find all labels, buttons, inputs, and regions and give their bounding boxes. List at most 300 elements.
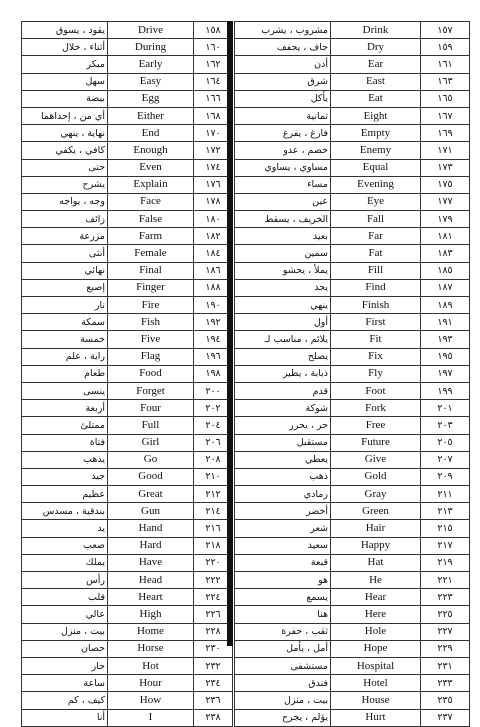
entry-number: ٢٣٤	[194, 675, 233, 692]
arabic-meaning: سهل	[22, 73, 108, 90]
english-word: Forget	[108, 382, 194, 399]
english-word: How	[108, 692, 194, 709]
english-word: Future	[331, 434, 421, 451]
arabic-meaning: أنثى	[22, 245, 108, 262]
entry-number: ١٥٨	[194, 22, 233, 39]
arabic-meaning: ينهي	[235, 297, 331, 314]
english-word: Finish	[331, 297, 421, 314]
english-word: Gray	[331, 486, 421, 503]
vocabulary-row	[22, 262, 233, 279]
vocabulary-row	[22, 314, 233, 331]
entry-number: ١٨٥	[421, 262, 470, 279]
entry-number: ١٦٠	[194, 39, 233, 56]
arabic-meaning: رأس	[22, 572, 108, 589]
entry-number: ١٩١	[421, 314, 470, 331]
entry-number: ٢٠٧	[421, 451, 470, 468]
arabic-meaning: يلائم ، مناسب لـ	[235, 331, 331, 348]
vocabulary-row	[235, 417, 470, 434]
entry-number: ٢٠٣	[421, 417, 470, 434]
entry-number: ١٩٦	[194, 348, 233, 365]
english-word: Gold	[331, 468, 421, 485]
arabic-meaning: يقود ، يسوق	[22, 22, 108, 39]
vocabulary-row	[235, 640, 470, 657]
vocabulary-row	[235, 468, 470, 485]
english-word: Hotel	[331, 675, 421, 692]
arabic-meaning: عالي	[22, 606, 108, 623]
english-word: Good	[108, 468, 194, 485]
english-word: Hole	[331, 623, 421, 640]
english-word: Girl	[108, 434, 194, 451]
arabic-meaning: إصبع	[22, 279, 108, 296]
entry-number: ٢٢٤	[194, 589, 233, 606]
entry-number: ٢١٩	[421, 554, 470, 571]
english-word: Equal	[331, 159, 421, 176]
entry-number: ١٧٨	[194, 193, 233, 210]
english-word: Explain	[108, 176, 194, 193]
entry-number: ٢٠٥	[421, 434, 470, 451]
entry-number: ١٦٣	[421, 73, 470, 90]
arabic-meaning: سعيد	[235, 537, 331, 554]
entry-number: ١٩٤	[194, 331, 233, 348]
arabic-meaning: قلب	[22, 589, 108, 606]
vocabulary-row	[235, 39, 470, 56]
arabic-meaning: نهاية ، ينهي	[22, 125, 108, 142]
entry-number: ١٩٧	[421, 365, 470, 382]
english-word: East	[331, 73, 421, 90]
vocabulary-row	[235, 537, 470, 554]
vocabulary-row	[235, 125, 470, 142]
entry-number: ٢٣٥	[421, 692, 470, 709]
vocabulary-row	[22, 211, 233, 228]
vocabulary-row	[22, 520, 233, 537]
vocabulary-row	[22, 245, 233, 262]
english-word: Happy	[331, 537, 421, 554]
entry-number: ١٨٦	[194, 262, 233, 279]
vocabulary-row	[235, 657, 470, 674]
english-word: Far	[331, 228, 421, 245]
entry-number: ٢١٦	[194, 520, 233, 537]
arabic-meaning: طعام	[22, 365, 108, 382]
vocabulary-row	[22, 537, 233, 554]
vocabulary-row	[235, 451, 470, 468]
vocabulary-row	[22, 400, 233, 417]
english-word: Fill	[331, 262, 421, 279]
english-word: Hand	[108, 520, 194, 537]
arabic-meaning: نار	[22, 297, 108, 314]
english-word: High	[108, 606, 194, 623]
entry-number: ١٨٢	[194, 228, 233, 245]
vocabulary-row	[235, 90, 470, 107]
arabic-meaning: صعب	[22, 537, 108, 554]
vocabulary-row	[22, 297, 233, 314]
vocabulary-row	[235, 73, 470, 90]
vocabulary-row	[235, 675, 470, 692]
vocabulary-row	[22, 692, 233, 709]
arabic-meaning: عظيم	[22, 486, 108, 503]
entry-number: ١٩٠	[194, 297, 233, 314]
entry-number: ١٨٧	[421, 279, 470, 296]
arabic-meaning: مستشفى	[235, 657, 331, 674]
vocabulary-row	[22, 434, 233, 451]
entry-number: ١٦٤	[194, 73, 233, 90]
english-word: Full	[108, 417, 194, 434]
arabic-meaning: شوكة	[235, 400, 331, 417]
vocabulary-row	[22, 709, 233, 726]
vocabulary-row	[22, 279, 233, 296]
arabic-meaning: أول	[235, 314, 331, 331]
vocabulary-row	[235, 297, 470, 314]
english-word: Free	[331, 417, 421, 434]
arabic-meaning: خصم ، عدو	[235, 142, 331, 159]
vocabulary-row	[235, 245, 470, 262]
vocabulary-row	[22, 22, 233, 39]
arabic-meaning: ينسى	[22, 382, 108, 399]
entry-number: ١٦٥	[421, 90, 470, 107]
arabic-meaning: يعطي	[235, 451, 331, 468]
entry-number: ١٧٣	[421, 159, 470, 176]
english-word: Food	[108, 365, 194, 382]
english-word: First	[331, 314, 421, 331]
arabic-meaning: يشرح	[22, 176, 108, 193]
vocabulary-row	[22, 675, 233, 692]
english-word: Finger	[108, 279, 194, 296]
english-word: Horse	[108, 640, 194, 657]
arabic-meaning: حار	[22, 657, 108, 674]
entry-number: ١٩٣	[421, 331, 470, 348]
vocabulary-row	[22, 468, 233, 485]
vocabulary-row	[22, 39, 233, 56]
vocabulary-row	[235, 348, 470, 365]
english-word: Eight	[331, 107, 421, 124]
vocabulary-row	[235, 589, 470, 606]
english-word: Enough	[108, 142, 194, 159]
entry-number: ٢٠٠	[194, 382, 233, 399]
vocabulary-row	[22, 90, 233, 107]
entry-number: ١٩٢	[194, 314, 233, 331]
arabic-meaning: ثمانية	[235, 107, 331, 124]
entry-number: ١٧٥	[421, 176, 470, 193]
english-word: Drink	[331, 22, 421, 39]
entry-number: ٢١٥	[421, 520, 470, 537]
vocabulary-row	[235, 572, 470, 589]
vocabulary-row	[235, 159, 470, 176]
entry-number: ٢٣٦	[194, 692, 233, 709]
entry-number: ١٨١	[421, 228, 470, 245]
arabic-meaning: مشروب ، يشرب	[235, 22, 331, 39]
arabic-meaning: يأكل	[235, 90, 331, 107]
arabic-meaning: فندق	[235, 675, 331, 692]
arabic-meaning: جيد	[22, 468, 108, 485]
arabic-meaning: بعيد	[235, 228, 331, 245]
english-word: Fish	[108, 314, 194, 331]
vocabulary-row	[235, 709, 470, 726]
english-word: Drive	[108, 22, 194, 39]
arabic-meaning: سمكة	[22, 314, 108, 331]
vocabulary-row	[22, 486, 233, 503]
vocabulary-row	[235, 382, 470, 399]
entry-number: ١٦٩	[421, 125, 470, 142]
vocabulary-row	[235, 228, 470, 245]
vocabulary-row	[22, 125, 233, 142]
arabic-meaning: أنا	[22, 709, 108, 726]
vocabulary-row	[22, 623, 233, 640]
vocabulary-row	[22, 503, 233, 520]
arabic-meaning: مساء	[235, 176, 331, 193]
entry-number: ٢١٠	[194, 468, 233, 485]
english-word: False	[108, 211, 194, 228]
vocabulary-row	[22, 382, 233, 399]
vocabulary-row	[22, 193, 233, 210]
english-word: Head	[108, 572, 194, 589]
entry-number: ١٨٤	[194, 245, 233, 262]
entry-number: ٢٢٦	[194, 606, 233, 623]
entry-number: ٢١٧	[421, 537, 470, 554]
english-word: Farm	[108, 228, 194, 245]
english-word: Green	[331, 503, 421, 520]
entry-number: ١٨٩	[421, 297, 470, 314]
entry-number: ٢٢٧	[421, 623, 470, 640]
english-word: During	[108, 39, 194, 56]
entry-number: ٢٠٦	[194, 434, 233, 451]
entry-number: ١٥٧	[421, 22, 470, 39]
english-word: Fly	[331, 365, 421, 382]
vocabulary-row	[235, 692, 470, 709]
vocabulary-row	[235, 176, 470, 193]
arabic-meaning: فارغ ، يفرغ	[235, 125, 331, 142]
english-word: Hurt	[331, 709, 421, 726]
entry-number: ٢٢٩	[421, 640, 470, 657]
entry-number: ٢٣٢	[194, 657, 233, 674]
english-word: Face	[108, 193, 194, 210]
english-word: Female	[108, 245, 194, 262]
arabic-meaning: مبكر	[22, 56, 108, 73]
entry-number: ٢٠٢	[194, 400, 233, 417]
english-word: Five	[108, 331, 194, 348]
vocabulary-row	[235, 56, 470, 73]
english-word: Eye	[331, 193, 421, 210]
arabic-meaning: مزرعة	[22, 228, 108, 245]
vocabulary-row	[235, 554, 470, 571]
entry-number: ٢٢٣	[421, 589, 470, 606]
arabic-meaning: حر ، يحرر	[235, 417, 331, 434]
arabic-meaning: حتى	[22, 159, 108, 176]
vocabulary-row	[22, 417, 233, 434]
english-word: Final	[108, 262, 194, 279]
english-word: Great	[108, 486, 194, 503]
entry-number: ١٧٩	[421, 211, 470, 228]
vocabulary-row	[22, 365, 233, 382]
arabic-meaning: الخريف ، يسقط	[235, 211, 331, 228]
english-word: Fat	[331, 245, 421, 262]
arabic-meaning: يصلح	[235, 348, 331, 365]
vocabulary-row	[22, 142, 233, 159]
entry-number: ٢٠٤	[194, 417, 233, 434]
entry-number: ٢١١	[421, 486, 470, 503]
english-word: Heart	[108, 589, 194, 606]
english-word: Home	[108, 623, 194, 640]
english-word: Hard	[108, 537, 194, 554]
arabic-meaning: خمسة	[22, 331, 108, 348]
arabic-meaning: يؤلم ، يجرح	[235, 709, 331, 726]
entry-number: ٢٢٥	[421, 606, 470, 623]
entry-number: ٢٣٣	[421, 675, 470, 692]
english-word: Hospital	[331, 657, 421, 674]
arabic-meaning: شعر	[235, 520, 331, 537]
english-word: Fit	[331, 331, 421, 348]
entry-number: ١٦٧	[421, 107, 470, 124]
english-word: Have	[108, 554, 194, 571]
vocabulary-row	[235, 142, 470, 159]
arabic-meaning: قبعة	[235, 554, 331, 571]
entry-number: ٢٠٩	[421, 468, 470, 485]
vocabulary-row	[22, 606, 233, 623]
arabic-meaning: بندقية ، مسدس	[22, 503, 108, 520]
vocabulary-row	[235, 262, 470, 279]
vocabulary-row	[22, 572, 233, 589]
vocabulary-row	[235, 503, 470, 520]
arabic-meaning: أخضر	[235, 503, 331, 520]
english-word: Dry	[331, 39, 421, 56]
entry-number: ٢٢٨	[194, 623, 233, 640]
entry-number: ٢٣١	[421, 657, 470, 674]
vocabulary-row	[22, 640, 233, 657]
arabic-meaning: بيت ، منزل	[22, 623, 108, 640]
vocabulary-row	[22, 554, 233, 571]
english-word: Empty	[331, 125, 421, 142]
english-word: Gun	[108, 503, 194, 520]
vocabulary-row	[235, 486, 470, 503]
arabic-meaning: يذهب	[22, 451, 108, 468]
arabic-meaning: أي من ، إحداهما	[22, 107, 108, 124]
english-word: End	[108, 125, 194, 142]
entry-number: ١٨٠	[194, 211, 233, 228]
vocabulary-row	[22, 176, 233, 193]
left-vocabulary-column	[21, 21, 232, 727]
entry-number: ١٧٤	[194, 159, 233, 176]
arabic-meaning: زائف	[22, 211, 108, 228]
entry-number: ١٦٦	[194, 90, 233, 107]
arabic-meaning: وجه ، يواجه	[22, 193, 108, 210]
right-table-body	[235, 22, 470, 727]
entry-number: ١٥٩	[421, 39, 470, 56]
arabic-meaning: بيضة	[22, 90, 108, 107]
english-word: Ear	[331, 56, 421, 73]
arabic-meaning: مستقبل	[235, 434, 331, 451]
english-word: Fall	[331, 211, 421, 228]
arabic-meaning: حصان	[22, 640, 108, 657]
arabic-meaning: يسمع	[235, 589, 331, 606]
arabic-meaning: يد	[22, 520, 108, 537]
vocabulary-row	[235, 211, 470, 228]
english-word: Here	[331, 606, 421, 623]
vocabulary-row	[22, 228, 233, 245]
entry-number: ١٨٣	[421, 245, 470, 262]
arabic-meaning: أربعة	[22, 400, 108, 417]
english-word: Four	[108, 400, 194, 417]
vocabulary-row	[235, 623, 470, 640]
vocabulary-row	[22, 331, 233, 348]
arabic-meaning: أذن	[235, 56, 331, 73]
vocabulary-row	[235, 279, 470, 296]
entry-number: ٢٠٨	[194, 451, 233, 468]
arabic-meaning: مساوي ، يساوي	[235, 159, 331, 176]
arabic-meaning: هو	[235, 572, 331, 589]
left-vocabulary-table	[21, 21, 233, 727]
vocabulary-row	[235, 107, 470, 124]
english-word: Evening	[331, 176, 421, 193]
english-word: Even	[108, 159, 194, 176]
entry-number: ١٦٢	[194, 56, 233, 73]
vocabulary-row	[22, 159, 233, 176]
arabic-meaning: يملك	[22, 554, 108, 571]
entry-number: ١٩٨	[194, 365, 233, 382]
left-table-body	[22, 22, 233, 727]
vocabulary-row	[235, 434, 470, 451]
entry-number: ٢١٤	[194, 503, 233, 520]
english-word: Hair	[331, 520, 421, 537]
right-vocabulary-column	[234, 21, 469, 727]
arabic-meaning: يجد	[235, 279, 331, 296]
column-divider	[227, 21, 233, 646]
arabic-meaning: شرق	[235, 73, 331, 90]
arabic-meaning: أثناء ، خلال	[22, 39, 108, 56]
entry-number: ٢٣٠	[194, 640, 233, 657]
vocabulary-row	[235, 520, 470, 537]
arabic-meaning: هنا	[235, 606, 331, 623]
arabic-meaning: أمل ، يأمل	[235, 640, 331, 657]
vocabulary-row	[22, 107, 233, 124]
english-word: Eat	[331, 90, 421, 107]
arabic-meaning: راية ، علم	[22, 348, 108, 365]
english-word: Either	[108, 107, 194, 124]
arabic-meaning: ثقب ، حفرة	[235, 623, 331, 640]
entry-number: ١٦٨	[194, 107, 233, 124]
entry-number: ٢٠١	[421, 400, 470, 417]
arabic-meaning: ساعة	[22, 675, 108, 692]
english-word: Hot	[108, 657, 194, 674]
english-word: Give	[331, 451, 421, 468]
entry-number: ٢٢٢	[194, 572, 233, 589]
entry-number: ٢٣٧	[421, 709, 470, 726]
vocabulary-row	[22, 589, 233, 606]
arabic-meaning: نهائي	[22, 262, 108, 279]
arabic-meaning: سمين	[235, 245, 331, 262]
entry-number: ١٧٦	[194, 176, 233, 193]
english-word: Early	[108, 56, 194, 73]
vocabulary-row	[22, 73, 233, 90]
english-word: I	[108, 709, 194, 726]
arabic-meaning: جاف ، يجفف	[235, 39, 331, 56]
english-word: Enemy	[331, 142, 421, 159]
vocabulary-row	[235, 193, 470, 210]
entry-number: ٢٢١	[421, 572, 470, 589]
english-word: Egg	[108, 90, 194, 107]
entry-number: ٢٢٠	[194, 554, 233, 571]
arabic-meaning: رمادي	[235, 486, 331, 503]
vocabulary-row	[22, 56, 233, 73]
arabic-meaning: عين	[235, 193, 331, 210]
entry-number: ١٩٥	[421, 348, 470, 365]
entry-number: ٢١٣	[421, 503, 470, 520]
arabic-meaning: ذبابة ، يطير	[235, 365, 331, 382]
english-word: Find	[331, 279, 421, 296]
english-word: Foot	[331, 382, 421, 399]
arabic-meaning: ممتلئ	[22, 417, 108, 434]
vocabulary-row	[22, 657, 233, 674]
vocabulary-row	[22, 451, 233, 468]
entry-number: ٢١٢	[194, 486, 233, 503]
english-word: He	[331, 572, 421, 589]
